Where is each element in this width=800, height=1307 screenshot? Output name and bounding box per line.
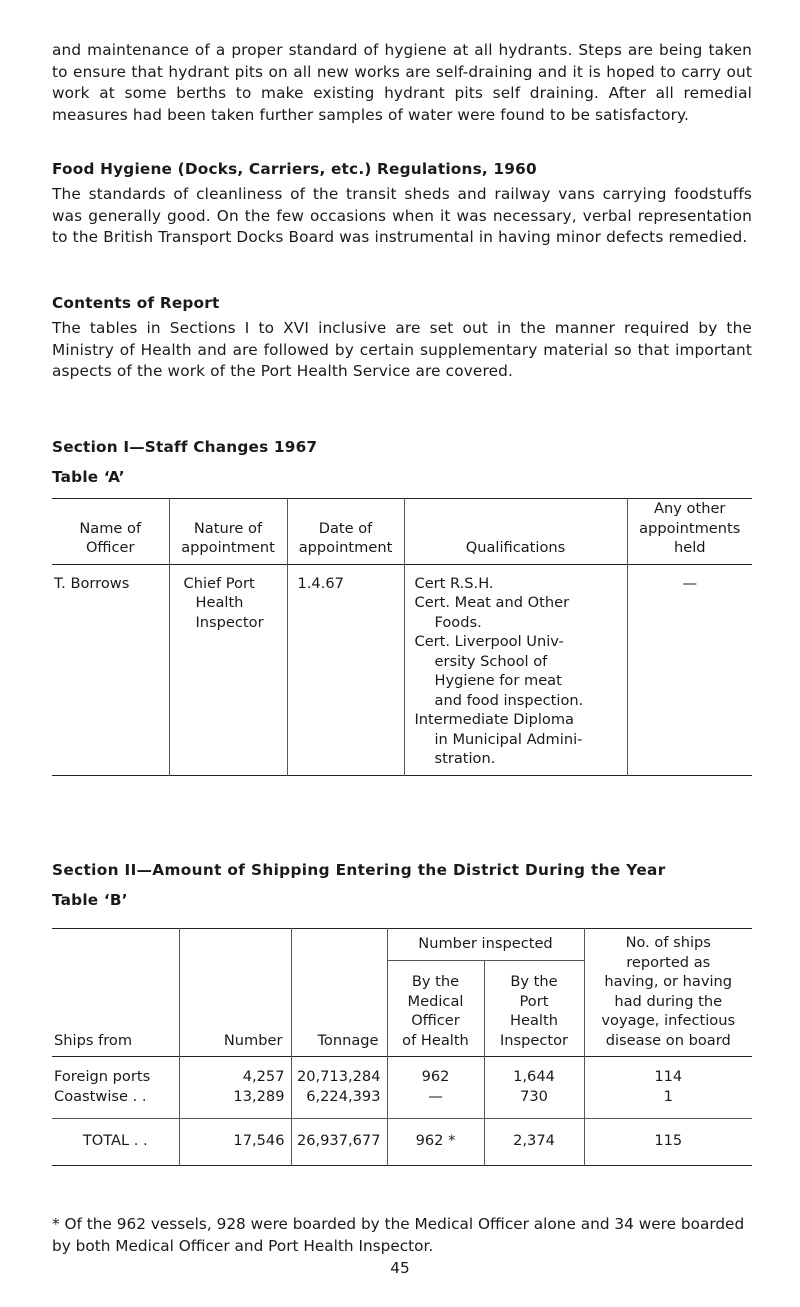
cell-number: 13,289 [179,1087,291,1119]
qualification-line: ersity School of [434,652,548,670]
qualification-line: stration. [434,750,496,767]
qualification-line: Cert. Liverpool Univ- [414,633,564,650]
cell-total-by-mo: 962 * [387,1119,484,1166]
cell-by-mo: 962 [387,1057,484,1087]
cell-reported: 114 [584,1057,752,1087]
page-number: 45 [390,1259,410,1277]
cell-total-by-phi: 2,374 [484,1119,584,1166]
header-other-appointments: Any other appointments held [627,499,752,565]
heading-contents: Contents of Report [52,294,220,312]
qualification-line: in Municipal Admini- [434,730,583,748]
cell-ships-from: Coastwise . . [54,1087,147,1105]
cell-reported: 1 [584,1087,752,1119]
cell-ships-from: Foreign ports [54,1068,151,1085]
header-number: Number [179,929,291,1057]
cell-nature: Chief Port Health Inspector [169,564,287,775]
paragraph-food-hygiene: The standards of cleanliness of the transit sheds and railway vans carrying foodstuffs was generally good. On the few occasions when it was necessary, verbal representation to the British Transport Docks Board was instrumental in having minor defects remedied. [52,185,752,246]
cell-total-label: TOTAL . . [82,1132,148,1149]
header-qualifications: Qualifications [404,499,627,565]
header-by-medical-officer: By the Medical Officer of Health [387,960,484,1056]
heading-food-hygiene: Food Hygiene (Docks, Carriers, etc.) Regulations, 1960 [52,160,537,178]
table-b-header-top [52,929,752,961]
cell-tonnage: 6,224,393 [291,1087,387,1119]
footnote: * Of the 962 vessels, 928 were boarded by the Medical Officer alone and 34 were boarded by both Medical Officer and Port Health Inspector. [52,1215,745,1255]
table-b-title: Table ‘B’ [52,891,128,909]
paragraph-contents: The tables in Sections I to XVI inclusive are set out in the manner required by the Ministry of Health and are followed by certain supplementary material so that important aspects of the work of the Port Health Service are covered. [52,319,752,380]
header-date-of-appointment: Date of appointment [287,499,404,565]
header-reported: No. of ships reported as having, or having had during the voyage, infectious disease on board [584,929,752,1057]
cell-by-phi: 730 [484,1087,584,1119]
cell-qualifications [404,564,627,775]
cell-total-tonnage: 26,937,677 [291,1119,387,1166]
qualification-line: Foods. [434,613,482,631]
table-b [52,928,752,1166]
table-row [52,564,752,775]
cell-total-reported: 115 [584,1119,752,1166]
header-by-port-health-inspector: By the Port Health Inspector [484,960,584,1056]
header-tonnage: Tonnage [291,929,387,1057]
section-1-title: Section I—Staff Changes 1967 [52,438,318,456]
qualification-line: Intermediate Diploma [414,711,574,728]
table-row-total [52,1119,752,1166]
qualification-line: Cert R.S.H. [414,574,494,592]
cell-number: 4,257 [179,1057,291,1087]
table-row [52,1057,752,1087]
cell-tonnage: 20,713,284 [291,1057,387,1087]
qualification-line: Hygiene for meat [434,672,562,689]
header-number-inspected: Number inspected [387,929,584,961]
cell-date: 1.4.67 [287,564,404,775]
cell-total-number: 17,546 [179,1119,291,1166]
header-name-of-officer: Name of Officer [79,519,142,556]
qualification-line: and food inspection. [434,691,584,709]
qualification-line: Cert. Meat and Other [414,594,570,611]
cell-by-phi: 1,644 [484,1057,584,1087]
table-a-header [52,499,752,565]
header-ships-from: Ships from [54,1031,133,1049]
section-2-title: Section II—Amount of Shipping Entering the District During the Year [52,861,666,879]
cell-by-mo: — [387,1087,484,1119]
table-a-title: Table ‘A’ [52,468,125,486]
paragraph-hydrants: and maintenance of a proper standard of hygiene at all hydrants. Steps are being taken to ensure that hydrant pits on all new works are self-draining and it is hoped to carry out work at some berths to make existing hydrant pits self draining. After all remedial measures had been taken further samples of water were found to be satisfactory. [52,41,752,124]
header-nature-of-appointment: Nature of appointment [169,499,287,565]
table-a [52,498,752,776]
cell-officer-name: T. Borrows [54,574,130,592]
table-row [52,1087,752,1119]
cell-other: — [627,564,752,775]
